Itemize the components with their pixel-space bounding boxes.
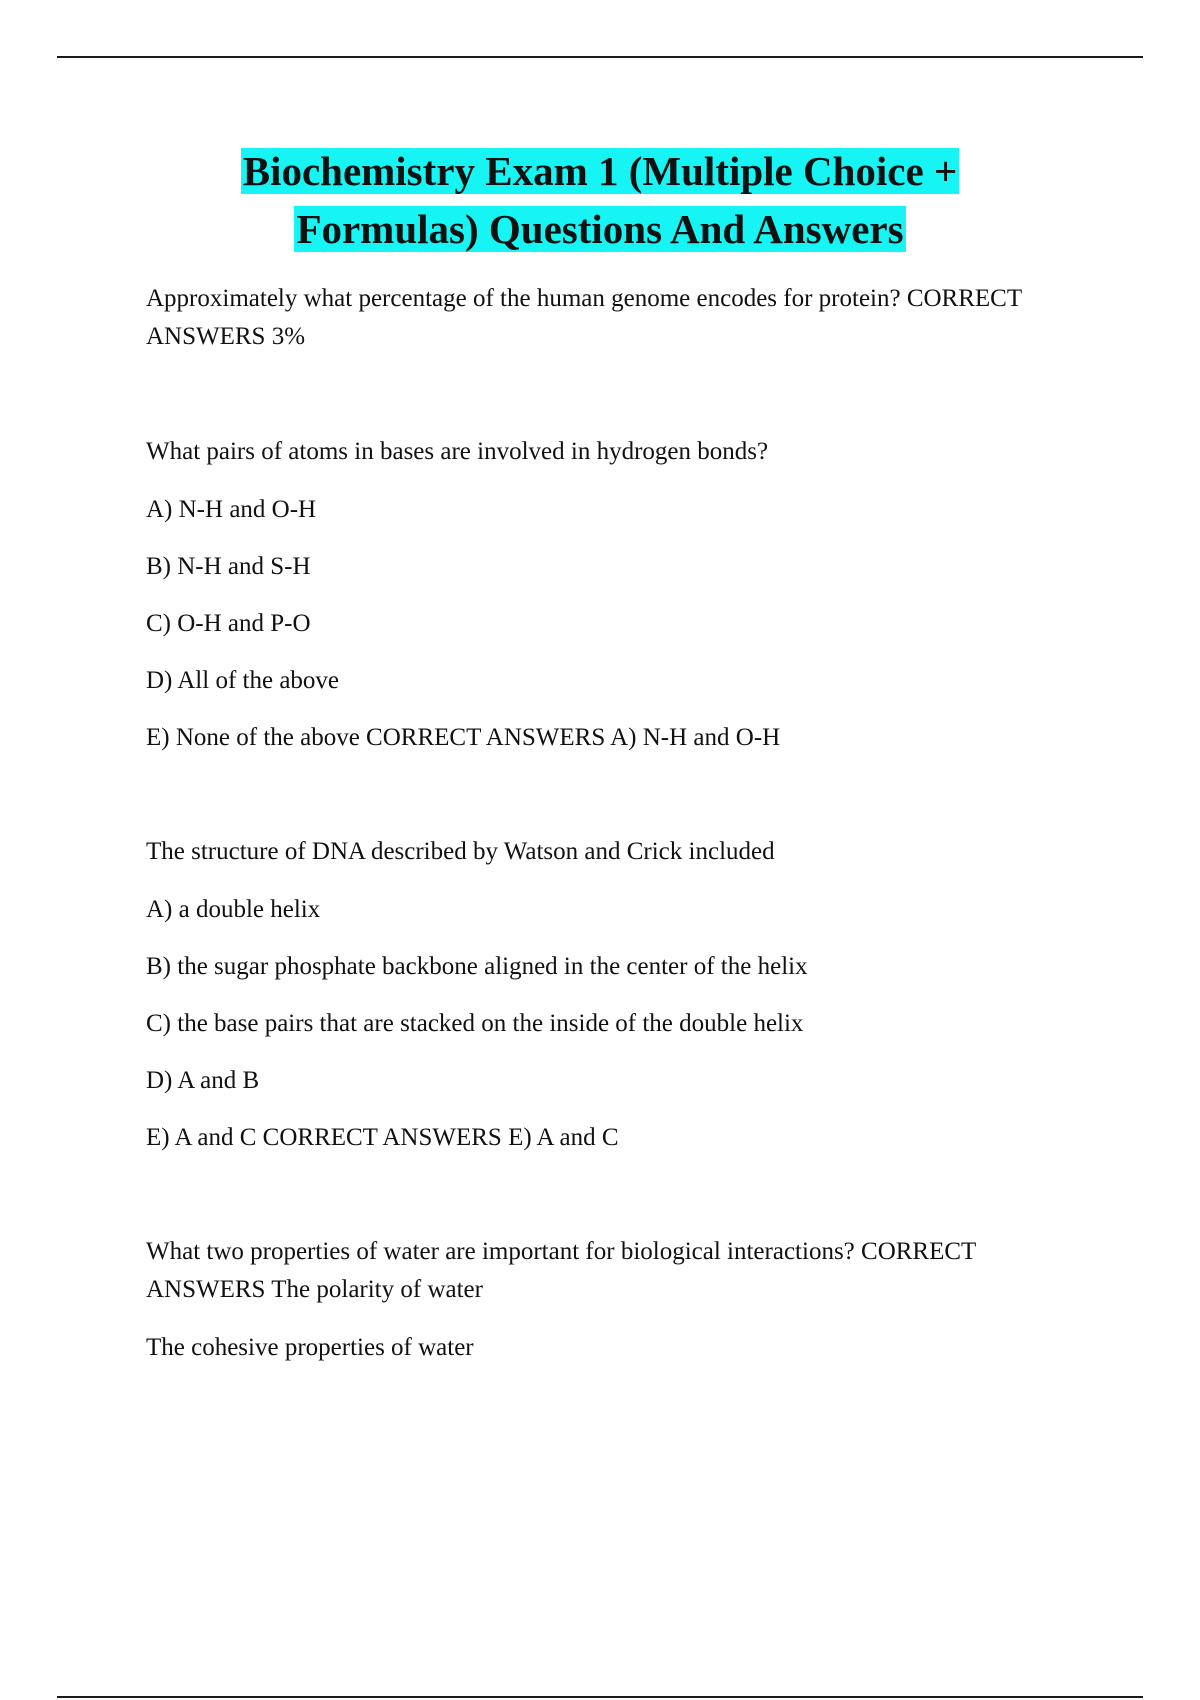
answer-option: E) None of the above CORRECT ANSWERS A) N-H and O-H [146,724,781,751]
question-text: What pairs of atoms in bases are involved in hydrogen bonds? [146,438,769,465]
title-line-2: Formulas) Questions And Answers [296,206,904,252]
answer-option: B) the sugar phosphate backbone aligned in the center of the helix [146,953,808,980]
answer-option: C) the base pairs that are stacked on the inside of the double helix [146,1010,804,1037]
answer-option: D) A and B [146,1067,260,1094]
question-text: What two properties of water are important for biological interactions? CORRECT ANSWERS The polarity of water [146,1238,976,1303]
title-line-1: Biochemistry Exam 1 (Multiple Choice + [242,148,958,194]
question-4 [146,1233,1096,1367]
answer-option: C) O-H and P-O [146,610,311,637]
spacer [146,376,1096,433]
answer-option: A) N-H and O-H [146,496,317,523]
answer-option: D) All of the above [146,667,340,694]
question-2 [146,433,1096,757]
question-text: Approximately what percentage of the human genome encodes for protein? CORRECT ANSWERS 3% [146,285,1022,350]
question-1 [146,280,1096,356]
spacer [146,1176,1096,1233]
answer-option: B) N-H and S-H [146,553,311,580]
document-title [0,142,1200,258]
document-body [146,280,1096,1386]
question-text: The structure of DNA described by Watson and Crick included [146,838,775,865]
answer-option: A) a double helix [146,896,321,923]
answer-text: The cohesive properties of water [146,1334,474,1361]
bottom-rule [57,1696,1143,1698]
answer-option: E) A and C CORRECT ANSWERS E) A and C [146,1124,619,1151]
spacer [146,776,1096,833]
question-3 [146,833,1096,1157]
top-rule [57,56,1143,58]
